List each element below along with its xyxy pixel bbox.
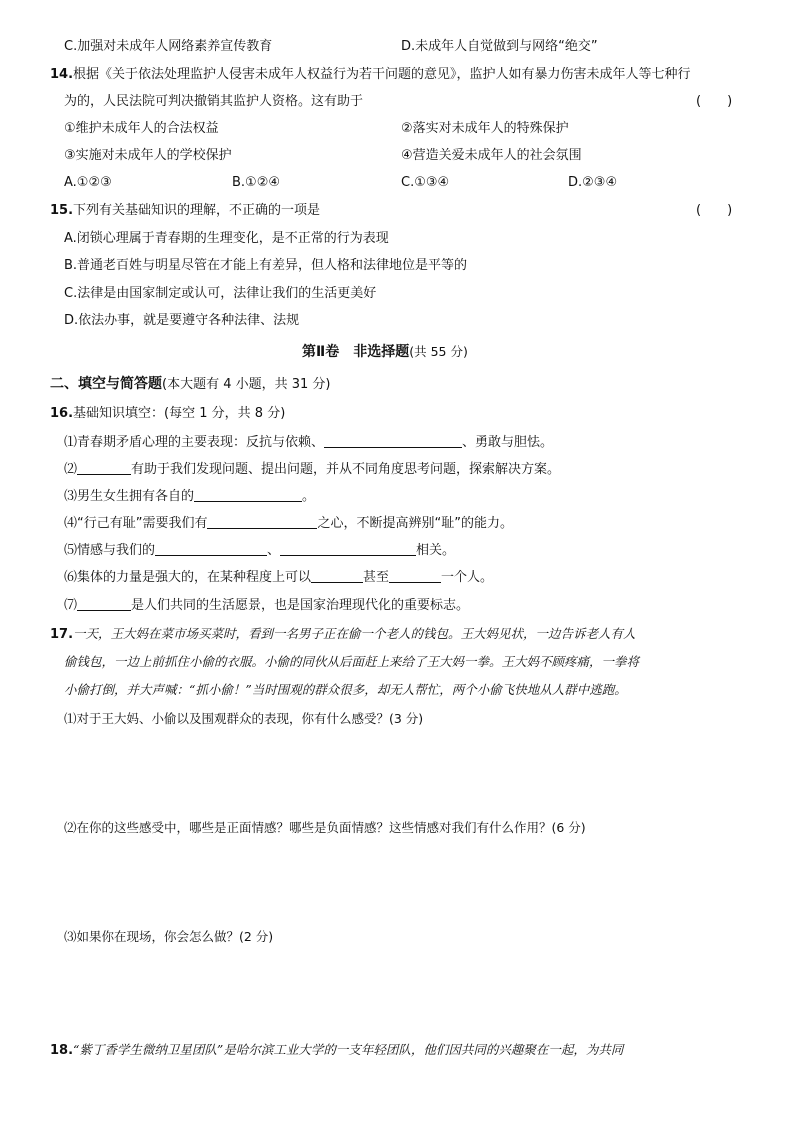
q16-item-6: [64, 568, 493, 588]
q16-item-3-text-a: ⑶男生女生拥有各自的: [64, 489, 195, 504]
q16-item-6-text-b: 甚至: [363, 570, 390, 585]
q14-number: 14.: [50, 67, 74, 82]
answer-blank[interactable]: [389, 568, 441, 583]
answer-blank[interactable]: [77, 596, 131, 611]
q18-passage-text1: “紫丁香学生微纳卫星团队”是哈尔滨工业大学的一支年轻团队，他们因共同的兴趣聚在一起，为共同: [73, 1042, 624, 1057]
q16-item-4: [64, 514, 513, 534]
q14-option-d: D.②③④: [568, 175, 618, 190]
q16-stem-text: 基础知识填空：: [73, 406, 165, 421]
q16-item-3: [64, 487, 315, 507]
q16-item-4-text-a: ⑷“行己有耻”需要我们有: [64, 516, 208, 531]
q14-answer-paren: ( ): [696, 94, 733, 109]
q16-item-4-text-b: 之心，不断提高辨别“耻”的能力。: [317, 516, 513, 531]
q14-option-a: A.①②③: [64, 175, 112, 190]
q15-answer-paren: ( ): [696, 203, 733, 218]
q16-item-7-text-a: ⑺: [64, 598, 78, 613]
part2-title-line: [302, 342, 468, 363]
q16-item-5-text-a: ⑸情感与我们的: [64, 543, 156, 558]
q16-item-1-text-b: 、勇敢与胆怯。: [462, 435, 554, 450]
q14-item-3: ③实施对未成年人的学校保护: [64, 148, 232, 163]
q16-number: 16.: [50, 406, 74, 421]
q16-item-1-text-a: ⑴青春期矛盾心理的主要表现：反抗与依赖、: [64, 435, 325, 450]
answer-blank[interactable]: [280, 541, 416, 556]
answer-blank[interactable]: [194, 487, 302, 502]
q16-item-5-text-b: 、: [267, 543, 281, 558]
q13-option-d: D.未成年人自觉做到与网络“绝交”: [401, 39, 598, 54]
q16-stem: [50, 404, 285, 424]
q15-option-b: B.普通老百姓与明星尽管在才能上有差异，但人格和法律地位是平等的: [64, 258, 468, 273]
q17-passage-line3: 小偷打倒，并大声喊：“抓小偷！”当时围观的群众很多，却无人帮忙，两个小偷飞快地从人群中逃跑。: [64, 682, 627, 697]
q14-stem-line2: 为的，人民法院可判决撤销其监护人资格。这有助于: [64, 94, 364, 109]
answer-blank[interactable]: [324, 433, 462, 448]
q14-stem-text1: 根据《关于依法处理监护人侵害未成年人权益行为若干问题的意见》，监护人如有暴力伤害未成年人等七种行: [73, 67, 691, 82]
q16-item-1: [64, 433, 553, 453]
q14-item-2: ②落实对未成年人的特殊保护: [401, 121, 569, 136]
q14-stem-line1: [50, 65, 691, 85]
q17-sub-question-1: ⑴对于王大妈、小偷以及围观群众的表现，你有什么感受？(3 分): [64, 711, 424, 726]
q15-number: 15.: [50, 203, 74, 218]
section2-title: 二、填空与简答题: [50, 376, 162, 392]
q18-passage-line1: [50, 1040, 623, 1061]
q17-passage-text1: 一天，王大妈在菜市场买菜时，看到一名男子正在偷一个老人的钱包。王大妈见状，一边告诉老人有人: [73, 626, 636, 641]
q16-item-7: [64, 596, 469, 616]
q17-number: 17.: [50, 627, 74, 642]
q16-item-6-text-a: ⑹集体的力量是强大的，在某种程度上可以: [64, 570, 312, 585]
q16-item-5: [64, 541, 455, 561]
part2-title: 第Ⅱ卷 非选择题: [302, 344, 410, 360]
q16-item-2: [64, 460, 560, 480]
q17-passage-line2: 偷钱包，一边上前抓住小偷的衣服。小偷的同伙从后面赶上来给了王大妈一拳。王大妈不顾疼痛，一拳将: [64, 654, 640, 669]
q17-passage-line1: [50, 624, 636, 645]
q18-number: 18.: [50, 1043, 74, 1058]
q15-stem: [50, 201, 320, 221]
q16-item-2-text-b: 有助于我们发现问题、提出问题，并从不同角度思考问题，探索解决方案。: [131, 462, 561, 477]
q14-option-b: B.①②④: [232, 175, 281, 190]
answer-blank[interactable]: [207, 514, 317, 529]
q15-option-d: D.依法办事，就是要遵守各种法律、法规: [64, 313, 300, 328]
answer-blank[interactable]: [77, 460, 131, 475]
q14-item-4: ④营造关爱未成年人的社会氛围: [401, 148, 582, 163]
answer-blank[interactable]: [155, 541, 267, 556]
q14-item-1: ①维护未成年人的合法权益: [64, 121, 219, 136]
q17-sub-question-3: ⑶如果你在现场，你会怎么做？(2 分): [64, 929, 274, 944]
q15-stem-text: 下列有关基础知识的理解，不正确的一项是: [73, 203, 321, 218]
q15-option-c: C.法律是由国家制定或认可，法律让我们的生活更美好: [64, 286, 377, 301]
part2-score: (共 55 分): [409, 344, 468, 359]
q17-sub-question-2: ⑵在你的这些感受中，哪些是正面情感？哪些是负面情感？这些情感对我们有什么作用？(6 分): [64, 820, 586, 835]
q16-item-6-text-c: 一个人。: [441, 570, 494, 585]
q13-option-c: C.加强对未成年人网络素养宣传教育: [64, 39, 273, 54]
q16-score: (每空 1 分，共 8 分): [164, 406, 286, 421]
q16-item-2-text-a: ⑵: [64, 462, 78, 477]
q16-item-7-text-b: 是人们共同的生活愿景，也是国家治理现代化的重要标志。: [131, 598, 470, 613]
q16-item-3-text-b: 。: [302, 489, 316, 504]
answer-blank[interactable]: [311, 568, 363, 583]
q15-option-a: A.闭锁心理属于青春期的生理变化，是不正常的行为表现: [64, 231, 389, 246]
q16-item-5-text-c: 相关。: [416, 543, 456, 558]
q14-option-c: C.①③④: [401, 175, 450, 190]
section2-note: (本大题有 4 小题，共 31 分): [162, 377, 331, 392]
section2-heading: [50, 374, 331, 395]
